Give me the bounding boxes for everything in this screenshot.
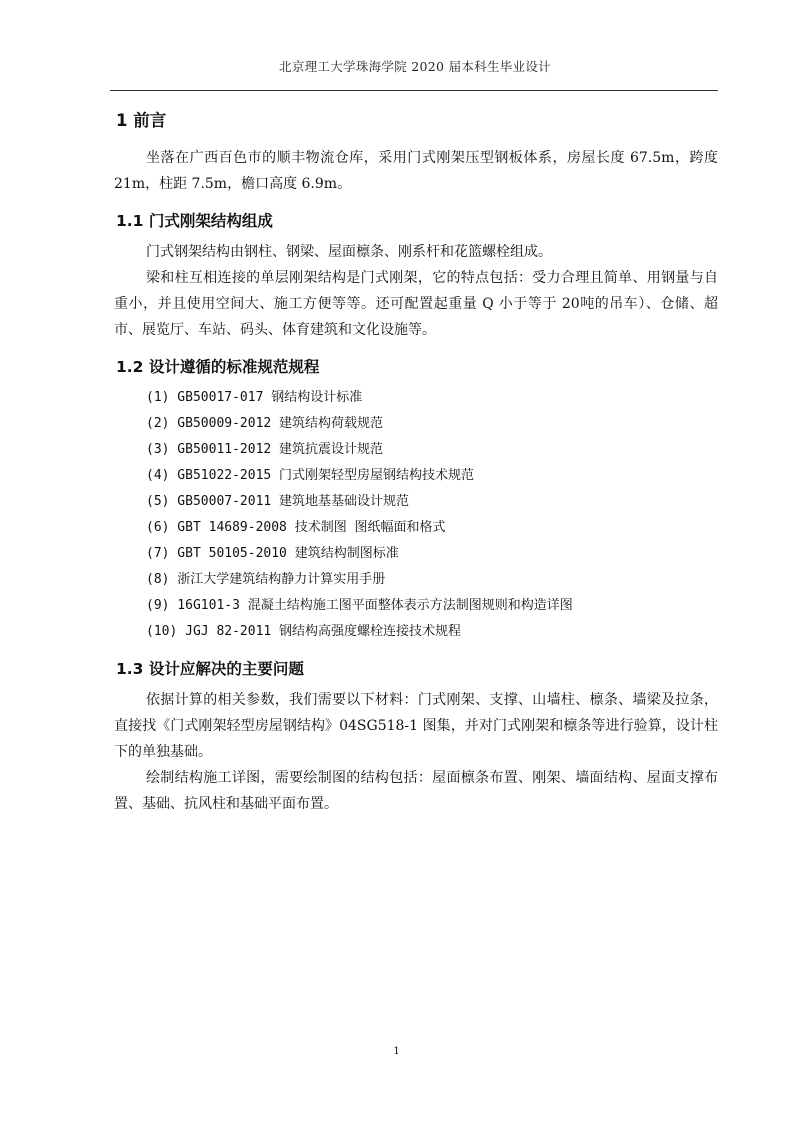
list-item: (6) GBT 14689-2008 技术制图 图纸幅面和格式	[146, 520, 446, 535]
list-item: (9) 16G101-3 混凝土结构施工图平面整体表示方法制图规则和构造详图	[146, 598, 573, 613]
section-1-3-heading: 1.3 设计应解决的主要问题	[116, 660, 304, 678]
standards-list	[114, 385, 718, 645]
section-1-1-paragraph-2: 梁和柱互相连接的单层刚架结构是门式刚架，它的特点包括：受力合理且简单、用钢量与自重小，并且使用空间大、施工方便等等。还可配置起重量 Q 小于等于 20吨的吊车）、仓储、超市、展览厅、车站、码头、体育建筑和文化设施等。	[114, 270, 718, 338]
list-item: (5) GB50007-2011 建筑地基基础设计规范	[146, 494, 410, 509]
list-item: (2) GB50009-2012 建筑结构荷载规范	[146, 416, 384, 431]
list-item: (1) GB50017-017 钢结构设计标准	[146, 390, 363, 405]
page-number: 1	[393, 1046, 400, 1057]
page-header: 北京理工大学珠海学院 2020 届本科生毕业设计	[279, 59, 551, 74]
list-item: (10) JGJ 82-2011 钢结构高强度螺栓连接技术规程	[146, 624, 462, 639]
section-1-3-paragraph-2: 绘制结构施工详图，需要绘制图的结构包括：屋面檩条布置、刚架、墙面结构、屋面支撑布置、基础、抗风柱和基础平面布置。	[114, 770, 718, 812]
list-item: (4) GB51022-2015 门式刚架轻型房屋钢结构技术规范	[146, 468, 475, 483]
list-item: (3) GB50011-2012 建筑抗震设计规范	[146, 442, 384, 457]
section-1-3-paragraph-1: 依据计算的相关参数，我们需要以下材料：门式刚架、支撑、山墙柱、檩条、墙梁及拉条，直接找《门式刚架轻型房屋钢结构》04SG518-1 图集，并对门式刚架和檩条等进行验算，设计柱下的单独基础。	[114, 692, 718, 760]
section-1-heading: 1 前言	[116, 111, 167, 130]
list-item: (7) GBT 50105-2010 建筑结构制图标准	[146, 546, 399, 561]
section-1-1-paragraph-1: 门式钢架结构由钢柱、钢梁、屋面檩条、刚系杆和花篮螺栓组成。	[146, 244, 552, 260]
section-1-paragraph: 坐落在广西百色市的顺丰物流仓库，采用门式刚架压型钢板体系，房屋长度 67.5m，跨度 21m，柱距 7.5m，檐口高度 6.9m。	[114, 150, 718, 192]
section-1-2-heading: 1.2 设计遵循的标准规范规程	[116, 358, 320, 376]
document-body	[114, 107, 718, 817]
list-item: (8) 浙江大学建筑结构静力计算实用手册	[146, 572, 386, 587]
header-divider	[110, 90, 718, 91]
section-1-1-heading: 1.1 门式刚架结构组成	[116, 212, 273, 230]
